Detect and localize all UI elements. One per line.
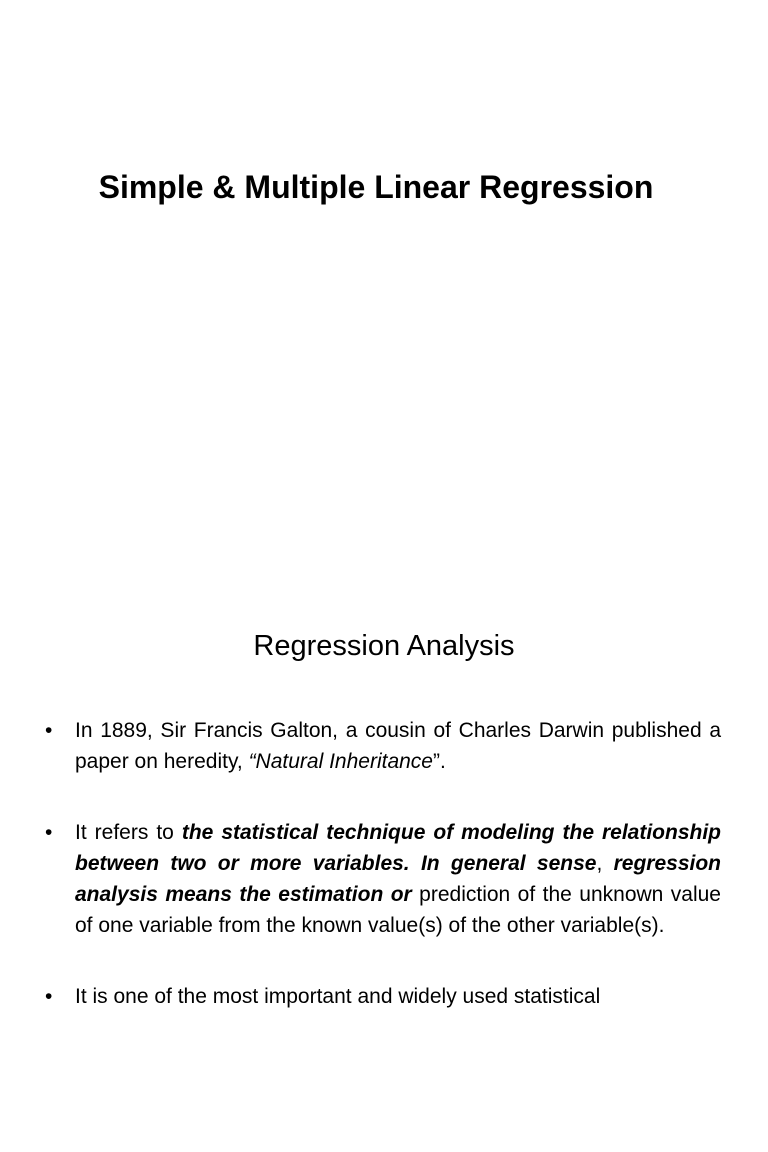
bullet-text: In 1889, Sir Francis Galton, a cousin of Charles Darwin published a paper on heredity, [75,719,721,773]
bullet-list [45,715,721,1052]
section-title: Regression Analysis [253,630,515,662]
bullet-item [45,817,721,941]
bullet-item [45,981,721,1012]
bullet-text-comma: , [596,852,614,875]
bullet-emphasis: regression analysis means the estimation or [75,852,721,906]
bullet-text: It is one of the most important and widely used statistical [75,985,601,1008]
slide-2 [0,576,768,1152]
book-title: “Natural Inheritance [248,750,433,773]
slide-title: Simple & Multiple Linear Regression [98,169,654,205]
bullet-emphasis: the statistical technique of modeling the relationship between two or more variables. In general sense [75,821,722,875]
bullet-dot-icon: • [45,821,53,844]
bullet-dot-icon: • [45,985,53,1008]
bullet-item [45,715,721,777]
bullet-text-rest: prediction of the unknown value of one variable from the known value(s) of the other variable(s). [75,883,721,937]
bullet-text-end: ”. [433,750,446,773]
bullet-text: It refers to [75,821,182,844]
bullet-dot-icon: • [45,719,53,742]
